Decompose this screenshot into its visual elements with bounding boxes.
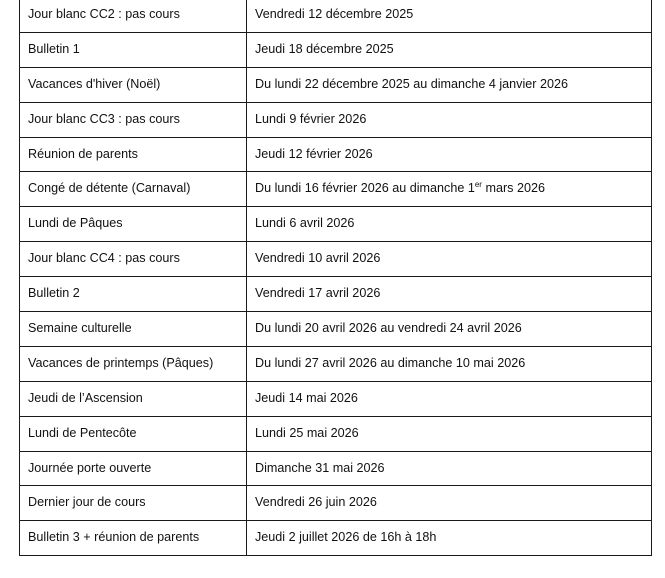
date-cell: Vendredi 12 décembre 2025 bbox=[247, 0, 652, 32]
date-cell: Vendredi 17 avril 2026 bbox=[247, 277, 652, 312]
date-cell: Jeudi 14 mai 2026 bbox=[247, 381, 652, 416]
table-row bbox=[20, 102, 652, 137]
date-cell: Vendredi 26 juin 2026 bbox=[247, 486, 652, 521]
table-row bbox=[20, 0, 652, 32]
date-cell: Jeudi 12 février 2026 bbox=[247, 137, 652, 172]
table-row bbox=[20, 172, 652, 207]
ordinal-suffix: er bbox=[474, 180, 482, 190]
date-cell: Du lundi 27 avril 2026 au dimanche 10 mai 2026 bbox=[247, 346, 652, 381]
event-cell: Vacances de printemps (Pâques) bbox=[20, 346, 247, 381]
table-row bbox=[20, 242, 652, 277]
event-cell: Lundi de Pâques bbox=[20, 207, 247, 242]
date-cell bbox=[247, 172, 652, 207]
date-text-end: mars 2026 bbox=[481, 181, 545, 196]
event-cell: Journée porte ouverte bbox=[20, 451, 247, 486]
date-cell: Lundi 25 mai 2026 bbox=[247, 416, 652, 451]
table-row bbox=[20, 312, 652, 347]
event-cell: Jour blanc CC3 : pas cours bbox=[20, 102, 247, 137]
event-cell: Dernier jour de cours bbox=[20, 486, 247, 521]
date-text-start: Du lundi 16 février 2026 au dimanche 1 bbox=[255, 181, 475, 196]
school-calendar-table bbox=[19, 0, 652, 556]
table-row bbox=[20, 137, 652, 172]
date-cell: Dimanche 31 mai 2026 bbox=[247, 451, 652, 486]
event-cell: Jeudi de l’Ascension bbox=[20, 381, 247, 416]
event-cell: Réunion de parents bbox=[20, 137, 247, 172]
table-row bbox=[20, 67, 652, 102]
table-row bbox=[20, 207, 652, 242]
event-cell: Jour blanc CC4 : pas cours bbox=[20, 242, 247, 277]
event-cell: Congé de détente (Carnaval) bbox=[20, 172, 247, 207]
event-cell: Bulletin 2 bbox=[20, 277, 247, 312]
table-row bbox=[20, 416, 652, 451]
date-cell: Jeudi 2 juillet 2026 de 16h à 18h bbox=[247, 521, 652, 556]
date-cell: Lundi 9 février 2026 bbox=[247, 102, 652, 137]
event-cell: Semaine culturelle bbox=[20, 312, 247, 347]
date-cell: Du lundi 20 avril 2026 au vendredi 24 avril 2026 bbox=[247, 312, 652, 347]
event-cell: Jour blanc CC2 : pas cours bbox=[20, 0, 247, 32]
date-cell: Jeudi 18 décembre 2025 bbox=[247, 32, 652, 67]
event-cell: Lundi de Pentecôte bbox=[20, 416, 247, 451]
table-row bbox=[20, 346, 652, 381]
event-cell: Bulletin 1 bbox=[20, 32, 247, 67]
table-row bbox=[20, 277, 652, 312]
date-cell: Vendredi 10 avril 2026 bbox=[247, 242, 652, 277]
date-cell: Lundi 6 avril 2026 bbox=[247, 207, 652, 242]
table-row bbox=[20, 381, 652, 416]
event-cell: Bulletin 3 + réunion de parents bbox=[20, 521, 247, 556]
table-row bbox=[20, 486, 652, 521]
table-row bbox=[20, 32, 652, 67]
date-cell: Du lundi 22 décembre 2025 au dimanche 4 janvier 2026 bbox=[247, 67, 652, 102]
table-row bbox=[20, 521, 652, 556]
table-row bbox=[20, 451, 652, 486]
event-cell: Vacances d'hiver (Noël) bbox=[20, 67, 247, 102]
